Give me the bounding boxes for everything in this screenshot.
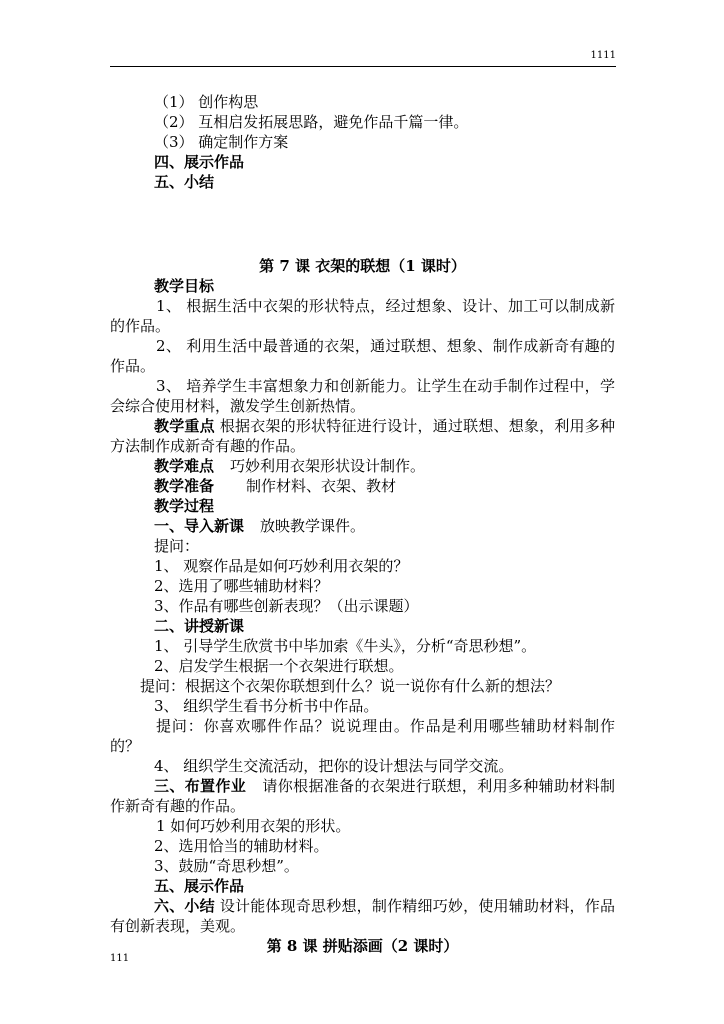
key-point-label: 教学重点	[154, 417, 215, 435]
step-line	[110, 516, 615, 536]
list-item: 提问：根据这个衣架你联想到什么？说一说你有什么新的想法？	[140, 677, 561, 695]
prep-line	[110, 476, 615, 496]
summary-paragraph	[110, 896, 615, 936]
goal-paragraph: 2、 利用生活中最普通的衣架，通过联想、想象、制作成新奇有趣的作品。	[110, 337, 615, 375]
lesson-title: 第 8 课 拼贴添画（2 课时）	[266, 937, 459, 955]
list-item: （2） 互相启发拓展思路，避免作品千篇一律。	[154, 113, 469, 131]
step-label: 一、导入新课	[154, 517, 245, 535]
goal-paragraph: 3、 培养学生丰富想象力和创新能力。让学生在动手制作过程中，学会综合使用材料，激发学生创新热情。	[110, 377, 615, 415]
goal-paragraph: 1、 根据生活中衣架的形状特点，经过想象、设计、加工可以制成新的作品。	[110, 297, 615, 335]
list-item: （1） 创作构思	[154, 93, 259, 111]
step-text: 放映教学课件。	[260, 517, 366, 535]
prep-label: 教学准备	[154, 477, 215, 495]
key-point-paragraph	[110, 416, 615, 456]
list-item: 1 如何巧妙利用衣架的形状。	[156, 817, 351, 835]
header-rule	[110, 66, 616, 67]
difficulty-label: 教学难点	[154, 457, 215, 475]
section-heading: 教学过程	[154, 497, 215, 515]
prep-text: 制作材料、衣架、教材	[246, 477, 397, 495]
list-item: 3、作品有哪些创新表现？（出示课题）	[154, 597, 419, 615]
document-body	[110, 92, 615, 956]
list-item: 提问：你喜欢哪件作品？说说理由。作品是利用哪些辅助材料制作的？	[110, 717, 615, 755]
homework-text: 请你根据准备的衣架进行联想，利用多种辅助材料制作新奇有趣的作品。	[110, 777, 615, 815]
section-heading: 五、小结	[154, 173, 215, 191]
list-item: 2、选用恰当的辅助材料。	[154, 837, 329, 855]
spacer	[110, 192, 615, 256]
list-item: 2、选用了哪些辅助材料？	[154, 577, 329, 595]
list-item: （3） 确定制作方案	[154, 133, 289, 151]
section-heading: 五、展示作品	[154, 877, 245, 895]
list-item: 3、 组织学生看书分析书中作品。	[154, 697, 379, 715]
list-item: 1、 观察作品是如何巧妙利用衣架的？	[154, 557, 409, 575]
list-item: 4、 组织学生交流活动，把你的设计想法与同学交流。	[154, 757, 514, 775]
homework-paragraph	[110, 776, 615, 816]
summary-text: 设计能体现奇思秒想，制作精细巧妙，使用辅助材料，作品有创新表现，美观。	[110, 897, 615, 935]
section-heading: 二、讲授新课	[154, 617, 245, 635]
list-item: 2、启发学生根据一个衣架进行联想。	[154, 657, 404, 675]
summary-label: 六、小结	[154, 897, 215, 915]
section-heading: 四、展示作品	[154, 153, 245, 171]
lesson-title: 第 7 课 衣架的联想（1 课时）	[259, 257, 466, 275]
difficulty-text: 巧妙利用衣架形状设计制作。	[230, 457, 426, 475]
list-item: 3、鼓励“奇思秒想”。	[154, 857, 299, 875]
list-item: 1、 引导学生欣赏书中毕加索《牛头》，分析“奇思秒想”。	[154, 637, 537, 655]
homework-label: 三、布置作业	[154, 777, 247, 795]
difficulty-line	[110, 456, 615, 476]
footer-page-number: 111	[110, 953, 130, 964]
question-prompt: 提问：	[154, 537, 200, 555]
key-point-text: 根据衣架的形状特征进行设计，通过联想、想象，利用多种方法制作成新奇有趣的作品。	[110, 417, 615, 455]
section-heading: 教学目标	[154, 277, 215, 295]
header-page-number: 1111	[590, 50, 616, 61]
